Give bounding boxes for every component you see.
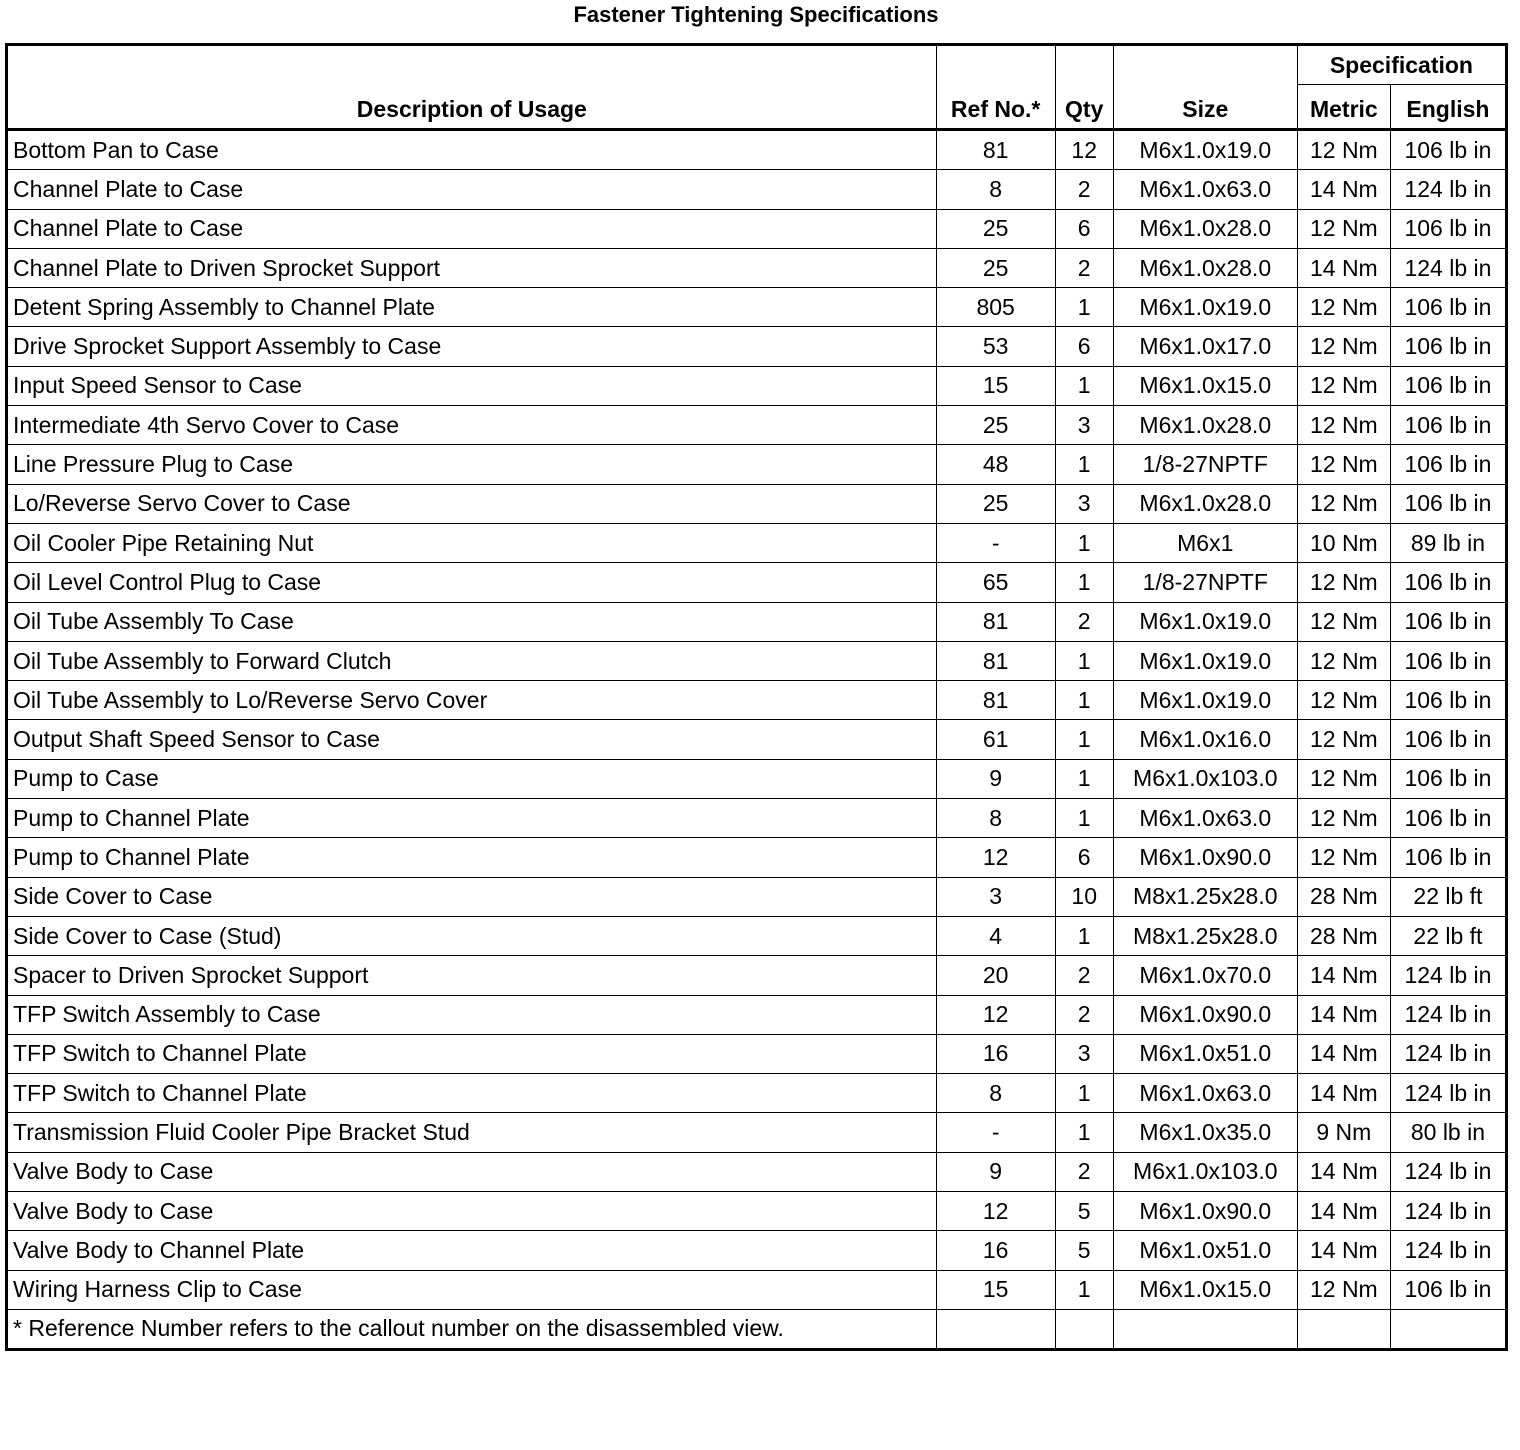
cell-metric: 12 Nm [1297, 799, 1390, 838]
footnote: * Reference Number refers to the callout number on the disassembled view. [7, 1309, 937, 1349]
col-header-specification: Specification [1297, 45, 1506, 85]
cell-size: M6x1.0x16.0 [1113, 720, 1297, 759]
cell-description: Valve Body to Case [7, 1192, 937, 1231]
table-row [7, 327, 1507, 366]
cell-description: Wiring Harness Clip to Case [7, 1270, 937, 1309]
cell-qty: 1 [1055, 720, 1113, 759]
cell-description: Pump to Channel Plate [7, 799, 937, 838]
cell-qty: 1 [1055, 563, 1113, 602]
footnote-empty-cell [1390, 1309, 1506, 1349]
cell-qty: 1 [1055, 288, 1113, 327]
cell-description: Drive Sprocket Support Assembly to Case [7, 327, 937, 366]
cell-metric: 12 Nm [1297, 406, 1390, 445]
cell-size: M6x1.0x28.0 [1113, 406, 1297, 445]
cell-size: M6x1.0x63.0 [1113, 1074, 1297, 1113]
table-row [7, 641, 1507, 680]
cell-ref-no: 8 [936, 799, 1055, 838]
table-row [7, 1113, 1507, 1152]
cell-english: 124 lb in [1390, 1034, 1506, 1073]
cell-description: Oil Tube Assembly to Lo/Reverse Servo Cover [7, 681, 937, 720]
cell-metric: 28 Nm [1297, 877, 1390, 916]
cell-metric: 28 Nm [1297, 916, 1390, 955]
table-row [7, 445, 1507, 484]
cell-ref-no: 48 [936, 445, 1055, 484]
cell-ref-no: - [936, 1113, 1055, 1152]
cell-metric: 14 Nm [1297, 248, 1390, 287]
table-row [7, 877, 1507, 916]
cell-size: M6x1.0x103.0 [1113, 1152, 1297, 1191]
cell-qty: 1 [1055, 641, 1113, 680]
footnote-empty-cell [936, 1309, 1055, 1349]
cell-size: M6x1.0x28.0 [1113, 248, 1297, 287]
cell-metric: 12 Nm [1297, 641, 1390, 680]
cell-description: Transmission Fluid Cooler Pipe Bracket Stud [7, 1113, 937, 1152]
cell-ref-no: 16 [936, 1231, 1055, 1270]
cell-ref-no: 25 [936, 209, 1055, 248]
cell-size: M6x1.0x19.0 [1113, 681, 1297, 720]
cell-ref-no: 12 [936, 995, 1055, 1034]
table-row [7, 681, 1507, 720]
cell-size: M6x1.0x63.0 [1113, 170, 1297, 209]
cell-size: M6x1.0x103.0 [1113, 759, 1297, 798]
cell-metric: 12 Nm [1297, 445, 1390, 484]
cell-english: 106 lb in [1390, 327, 1506, 366]
cell-metric: 12 Nm [1297, 563, 1390, 602]
cell-metric: 12 Nm [1297, 209, 1390, 248]
cell-qty: 2 [1055, 995, 1113, 1034]
table-row [7, 1034, 1507, 1073]
cell-english: 106 lb in [1390, 406, 1506, 445]
table-footer [7, 1309, 1507, 1349]
cell-metric: 12 Nm [1297, 327, 1390, 366]
cell-qty: 1 [1055, 366, 1113, 405]
cell-description: TFP Switch to Channel Plate [7, 1074, 937, 1113]
table-row [7, 248, 1507, 287]
table-row [7, 838, 1507, 877]
cell-english: 106 lb in [1390, 445, 1506, 484]
cell-ref-no: 4 [936, 916, 1055, 955]
footnote-empty-cell [1113, 1309, 1297, 1349]
col-header-size: Size [1113, 45, 1297, 130]
cell-size: M6x1.0x63.0 [1113, 799, 1297, 838]
cell-size: M6x1.0x19.0 [1113, 602, 1297, 641]
cell-qty: 1 [1055, 916, 1113, 955]
cell-metric: 14 Nm [1297, 956, 1390, 995]
cell-english: 124 lb in [1390, 1074, 1506, 1113]
cell-metric: 12 Nm [1297, 288, 1390, 327]
cell-metric: 14 Nm [1297, 1192, 1390, 1231]
cell-description: Channel Plate to Case [7, 209, 937, 248]
table-row [7, 523, 1507, 562]
cell-qty: 3 [1055, 484, 1113, 523]
cell-metric: 12 Nm [1297, 130, 1390, 170]
cell-description: Input Speed Sensor to Case [7, 366, 937, 405]
col-header-qty: Qty [1055, 45, 1113, 130]
cell-ref-no: 12 [936, 1192, 1055, 1231]
table-row [7, 956, 1507, 995]
cell-metric: 12 Nm [1297, 681, 1390, 720]
cell-size: M8x1.25x28.0 [1113, 877, 1297, 916]
cell-english: 124 lb in [1390, 995, 1506, 1034]
table-row [7, 916, 1507, 955]
table-row [7, 563, 1507, 602]
table-row [7, 995, 1507, 1034]
cell-ref-no: 16 [936, 1034, 1055, 1073]
cell-english: 106 lb in [1390, 1270, 1506, 1309]
table-row [7, 406, 1507, 445]
cell-ref-no: 8 [936, 1074, 1055, 1113]
cell-size: M6x1.0x19.0 [1113, 288, 1297, 327]
cell-description: TFP Switch Assembly to Case [7, 995, 937, 1034]
cell-description: Line Pressure Plug to Case [7, 445, 937, 484]
cell-qty: 1 [1055, 1074, 1113, 1113]
cell-description: Spacer to Driven Sprocket Support [7, 956, 937, 995]
cell-description: Output Shaft Speed Sensor to Case [7, 720, 937, 759]
cell-description: TFP Switch to Channel Plate [7, 1034, 937, 1073]
cell-metric: 12 Nm [1297, 759, 1390, 798]
cell-metric: 12 Nm [1297, 1270, 1390, 1309]
cell-description: Side Cover to Case (Stud) [7, 916, 937, 955]
cell-metric: 12 Nm [1297, 366, 1390, 405]
cell-qty: 1 [1055, 681, 1113, 720]
cell-description: Oil Tube Assembly to Forward Clutch [7, 641, 937, 680]
table-row [7, 799, 1507, 838]
cell-size: M6x1.0x19.0 [1113, 130, 1297, 170]
cell-english: 106 lb in [1390, 209, 1506, 248]
cell-qty: 5 [1055, 1192, 1113, 1231]
cell-metric: 12 Nm [1297, 484, 1390, 523]
cell-ref-no: 53 [936, 327, 1055, 366]
cell-english: 106 lb in [1390, 366, 1506, 405]
cell-english: 106 lb in [1390, 799, 1506, 838]
cell-description: Detent Spring Assembly to Channel Plate [7, 288, 937, 327]
cell-ref-no: 15 [936, 366, 1055, 405]
cell-ref-no: 25 [936, 406, 1055, 445]
table-row [7, 1231, 1507, 1270]
cell-ref-no: 9 [936, 1152, 1055, 1191]
cell-english: 106 lb in [1390, 602, 1506, 641]
table-header [7, 45, 1507, 130]
cell-description: Channel Plate to Case [7, 170, 937, 209]
cell-size: M6x1.0x51.0 [1113, 1231, 1297, 1270]
cell-ref-no: 25 [936, 248, 1055, 287]
cell-metric: 12 Nm [1297, 838, 1390, 877]
cell-qty: 2 [1055, 602, 1113, 641]
col-header-metric: Metric [1297, 85, 1390, 130]
cell-qty: 3 [1055, 1034, 1113, 1073]
cell-size: M6x1.0x90.0 [1113, 995, 1297, 1034]
cell-qty: 12 [1055, 130, 1113, 170]
cell-size: M6x1.0x90.0 [1113, 838, 1297, 877]
cell-ref-no: 25 [936, 484, 1055, 523]
cell-qty: 1 [1055, 1270, 1113, 1309]
table-body [7, 130, 1507, 1310]
cell-metric: 14 Nm [1297, 1231, 1390, 1270]
footnote-empty-cell [1055, 1309, 1113, 1349]
cell-description: Oil Cooler Pipe Retaining Nut [7, 523, 937, 562]
cell-size: M6x1.0x70.0 [1113, 956, 1297, 995]
cell-qty: 6 [1055, 838, 1113, 877]
table-row [7, 1074, 1507, 1113]
cell-qty: 5 [1055, 1231, 1113, 1270]
footnote-empty-cell [1297, 1309, 1390, 1349]
cell-qty: 1 [1055, 445, 1113, 484]
cell-size: M6x1 [1113, 523, 1297, 562]
table-row [7, 130, 1507, 170]
table-row [7, 1270, 1507, 1309]
cell-english: 106 lb in [1390, 130, 1506, 170]
table-row [7, 366, 1507, 405]
cell-size: M6x1.0x51.0 [1113, 1034, 1297, 1073]
col-header-english: English [1390, 85, 1506, 130]
cell-ref-no: 8 [936, 170, 1055, 209]
cell-ref-no: 81 [936, 602, 1055, 641]
cell-qty: 1 [1055, 759, 1113, 798]
cell-english: 22 lb ft [1390, 916, 1506, 955]
cell-description: Valve Body to Channel Plate [7, 1231, 937, 1270]
table-row [7, 720, 1507, 759]
cell-description: Channel Plate to Driven Sprocket Support [7, 248, 937, 287]
table-row [7, 602, 1507, 641]
cell-size: M6x1.0x28.0 [1113, 484, 1297, 523]
cell-qty: 6 [1055, 209, 1113, 248]
cell-size: M6x1.0x17.0 [1113, 327, 1297, 366]
table-row [7, 1152, 1507, 1191]
cell-qty: 2 [1055, 248, 1113, 287]
cell-ref-no: 81 [936, 130, 1055, 170]
cell-qty: 6 [1055, 327, 1113, 366]
cell-qty: 1 [1055, 799, 1113, 838]
cell-description: Bottom Pan to Case [7, 130, 937, 170]
cell-english: 106 lb in [1390, 838, 1506, 877]
cell-qty: 2 [1055, 170, 1113, 209]
cell-size: M6x1.0x15.0 [1113, 366, 1297, 405]
cell-ref-no: 805 [936, 288, 1055, 327]
col-header-description: Description of Usage [7, 45, 937, 130]
cell-size: M8x1.25x28.0 [1113, 916, 1297, 955]
cell-qty: 3 [1055, 406, 1113, 445]
cell-metric: 14 Nm [1297, 1074, 1390, 1113]
cell-size: M6x1.0x15.0 [1113, 1270, 1297, 1309]
cell-english: 89 lb in [1390, 523, 1506, 562]
table-row [7, 170, 1507, 209]
cell-metric: 12 Nm [1297, 720, 1390, 759]
cell-size: M6x1.0x35.0 [1113, 1113, 1297, 1152]
fastener-spec-table [5, 43, 1508, 1351]
cell-english: 124 lb in [1390, 956, 1506, 995]
cell-qty: 10 [1055, 877, 1113, 916]
cell-qty: 2 [1055, 1152, 1113, 1191]
cell-metric: 14 Nm [1297, 1152, 1390, 1191]
cell-metric: 14 Nm [1297, 170, 1390, 209]
cell-description: Side Cover to Case [7, 877, 937, 916]
cell-english: 124 lb in [1390, 1231, 1506, 1270]
cell-english: 106 lb in [1390, 759, 1506, 798]
cell-ref-no: 15 [936, 1270, 1055, 1309]
col-header-ref-no: Ref No.* [936, 45, 1055, 130]
cell-english: 106 lb in [1390, 563, 1506, 602]
cell-metric: 10 Nm [1297, 523, 1390, 562]
cell-description: Pump to Channel Plate [7, 838, 937, 877]
cell-description: Oil Tube Assembly To Case [7, 602, 937, 641]
cell-description: Lo/Reverse Servo Cover to Case [7, 484, 937, 523]
cell-qty: 2 [1055, 956, 1113, 995]
cell-english: 106 lb in [1390, 641, 1506, 680]
cell-qty: 1 [1055, 1113, 1113, 1152]
cell-size: M6x1.0x90.0 [1113, 1192, 1297, 1231]
cell-description: Valve Body to Case [7, 1152, 937, 1191]
cell-english: 124 lb in [1390, 1192, 1506, 1231]
cell-qty: 1 [1055, 523, 1113, 562]
page-title: Fastener Tightening Specifications [573, 2, 939, 27]
cell-english: 80 lb in [1390, 1113, 1506, 1152]
cell-english: 106 lb in [1390, 288, 1506, 327]
cell-ref-no: 20 [936, 956, 1055, 995]
cell-ref-no: 9 [936, 759, 1055, 798]
cell-description: Pump to Case [7, 759, 937, 798]
table-row [7, 759, 1507, 798]
cell-metric: 14 Nm [1297, 1034, 1390, 1073]
cell-ref-no: 81 [936, 681, 1055, 720]
cell-size: M6x1.0x28.0 [1113, 209, 1297, 248]
cell-english: 124 lb in [1390, 248, 1506, 287]
cell-size: 1/8-27NPTF [1113, 445, 1297, 484]
cell-ref-no: 61 [936, 720, 1055, 759]
table-row [7, 1192, 1507, 1231]
cell-english: 106 lb in [1390, 681, 1506, 720]
cell-description: Intermediate 4th Servo Cover to Case [7, 406, 937, 445]
cell-english: 106 lb in [1390, 484, 1506, 523]
cell-ref-no: 12 [936, 838, 1055, 877]
table-row [7, 484, 1507, 523]
cell-metric: 9 Nm [1297, 1113, 1390, 1152]
cell-ref-no: 81 [936, 641, 1055, 680]
table-row [7, 288, 1507, 327]
table-row [7, 209, 1507, 248]
footnote-row [7, 1309, 1507, 1349]
cell-english: 106 lb in [1390, 720, 1506, 759]
cell-english: 124 lb in [1390, 170, 1506, 209]
cell-ref-no: 65 [936, 563, 1055, 602]
cell-description: Oil Level Control Plug to Case [7, 563, 937, 602]
cell-size: M6x1.0x19.0 [1113, 641, 1297, 680]
cell-metric: 12 Nm [1297, 602, 1390, 641]
cell-english: 22 lb ft [1390, 877, 1506, 916]
cell-english: 124 lb in [1390, 1152, 1506, 1191]
cell-ref-no: - [936, 523, 1055, 562]
cell-metric: 14 Nm [1297, 995, 1390, 1034]
cell-size: 1/8-27NPTF [1113, 563, 1297, 602]
cell-ref-no: 3 [936, 877, 1055, 916]
